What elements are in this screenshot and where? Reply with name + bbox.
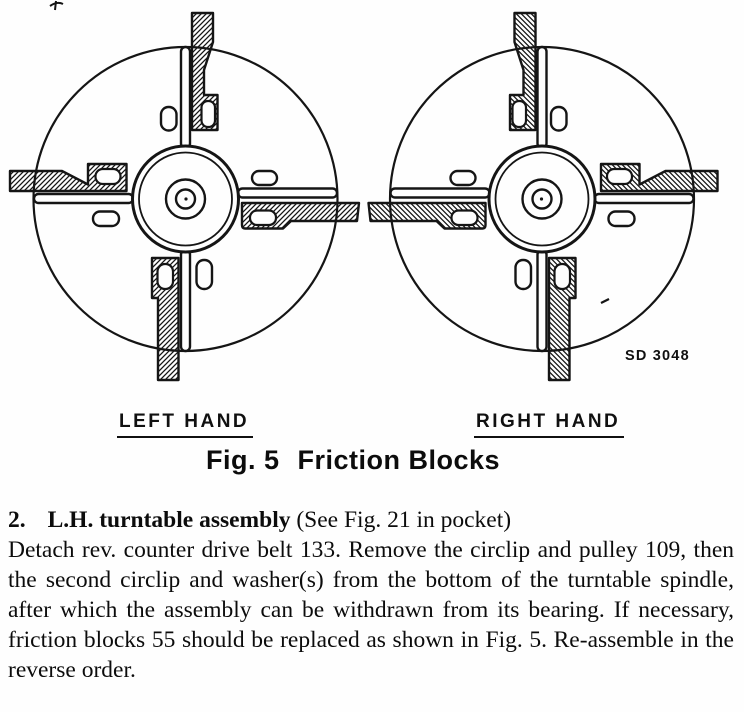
plate-slot-right-upper xyxy=(252,171,277,185)
right-hand-diagram xyxy=(369,13,718,380)
scan-tick xyxy=(601,299,609,303)
friction-block-bottom-slot xyxy=(158,264,174,289)
figure-label-left-hand: LEFT HAND xyxy=(117,411,253,438)
section-2 xyxy=(8,505,734,685)
spindle-arm-right xyxy=(238,189,337,198)
plate-slot-top-left xyxy=(161,107,177,131)
spindle-arm-top xyxy=(181,47,190,148)
friction-block-top-slot xyxy=(202,101,216,127)
center-mark xyxy=(184,197,187,200)
plate-slot-bottom-right xyxy=(197,260,213,289)
figure-caption-number: Fig. 5 xyxy=(205,445,280,475)
figure-caption xyxy=(0,445,706,476)
friction-block-right-slot xyxy=(250,211,276,226)
scan-artifact xyxy=(50,1,63,10)
drawing-number: SD 3048 xyxy=(625,348,690,364)
figure-label-right-hand: RIGHT HAND xyxy=(474,411,624,438)
figure-caption-title: Friction Blocks xyxy=(297,445,501,475)
spindle-arm-left xyxy=(34,194,133,203)
friction-block-left-slot xyxy=(96,169,121,184)
spindle-arm-bottom xyxy=(181,250,190,351)
section-body-text: Detach rev. counter drive belt 133. Remove the circlip and pulley 109, then the second circlip and washer(s) from the bottom of the turntable spindle, after which the assembly can be withdrawn from its bearing. If necessary, friction blocks 55 should be replaced as shown in Fig. 5. Re-assemble in the reverse order. xyxy=(8,537,734,683)
section-number: 2. xyxy=(8,507,26,533)
left-hand-diagram xyxy=(10,13,359,380)
section-title: L.H. turntable assembly xyxy=(47,507,291,533)
section-title-reference: (See Fig. 21 in pocket) xyxy=(296,507,512,533)
section-heading xyxy=(8,505,734,535)
plate-slot-left-lower xyxy=(93,212,119,227)
